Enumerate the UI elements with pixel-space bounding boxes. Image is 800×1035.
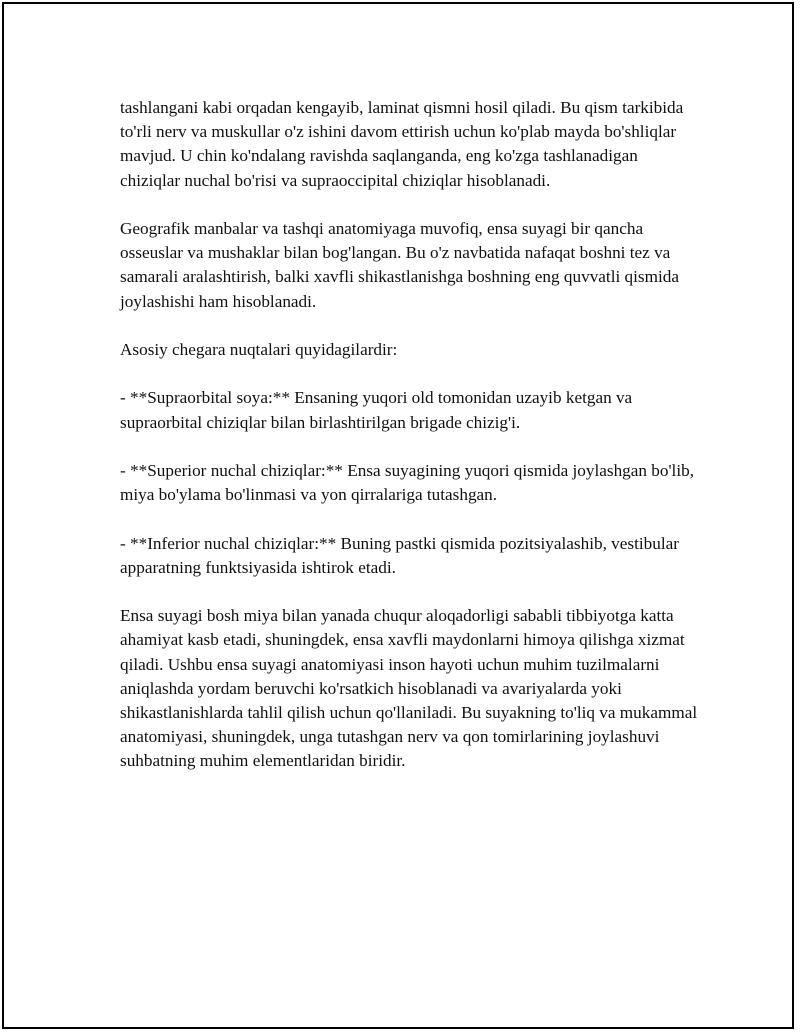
paragraph-list-intro: Asosiy chegara nuqtalari quyidagilardir:: [120, 340, 398, 359]
document-body: [120, 96, 700, 774]
paragraph-geografik: Geografik manbalar va tashqi anatomiyaga muvofiq, ensa suyagi bir qancha osseuslar va mushaklar bilan bog'langan. Bu o'z navbatida nafaqat boshni tez va samarali aralashtirish, balki xavfli shikastlanishga boshning eng quvvatli qismida joylashishi ham hisoblanadi.: [120, 219, 679, 311]
paragraph-laminat: tashlangani kabi orqadan kengayib, laminat qismni hosil qiladi. Bu qism tarkibida to'rli nerv va muskullar o'z ishini davom ettirish uchun ko'plab mayda bo'shliqlar mavjud. U chin ko'ndalang ravishda saqlanganda, eng ko'zga tashlanadigan chiziqlar nuchal bo'risi va supraoccipital chiziqlar hisoblanadi.: [120, 98, 684, 190]
paragraph-conclusion: Ensa suyagi bosh miya bilan yanada chuqur aloqadorligi sababli tibbiyotga katta ahamiyat kasb etadi, shuningdek, ensa xavfli maydonlarni himoya qilishga xizmat qiladi. Ushbu ensa suyagi anatomiyasi inson hayoti uchun muhim tuzilmalarni aniqlashda yordam beruvchi ko'rsatkich hisoblanadi va avariyalarda yoki shikastlanishlarda tahlil qilish uchun qo'llaniladi. Bu suyakning to'liq va mukammal anatomiyasi, shuningdek, unga tutashgan nerv va qon tomirlarining joylashuvi suhbatning muhim elementlaridan biridir.: [120, 606, 698, 771]
document-page: [2, 2, 794, 1029]
list-item-supraorbital: - **Supraorbital soya:** Ensaning yuqori old tomonidan uzayib ketgan va supraorbital chiziqlar bilan birlashtirilgan brigade chizig'i.: [120, 388, 633, 432]
list-item-superior-nuchal: - **Superior nuchal chiziqlar:** Ensa suyagining yuqori qismida joylashgan bo'lib, miya bo'ylama bo'linmasi va yon qirralariga tutashgan.: [120, 460, 695, 505]
list-item-inferior-nuchal: - **Inferior nuchal chiziqlar:** Buning pastki qismida pozitsiyalashib, vestibular apparatning funktsiyasida ishtirok etadi.: [120, 533, 679, 577]
